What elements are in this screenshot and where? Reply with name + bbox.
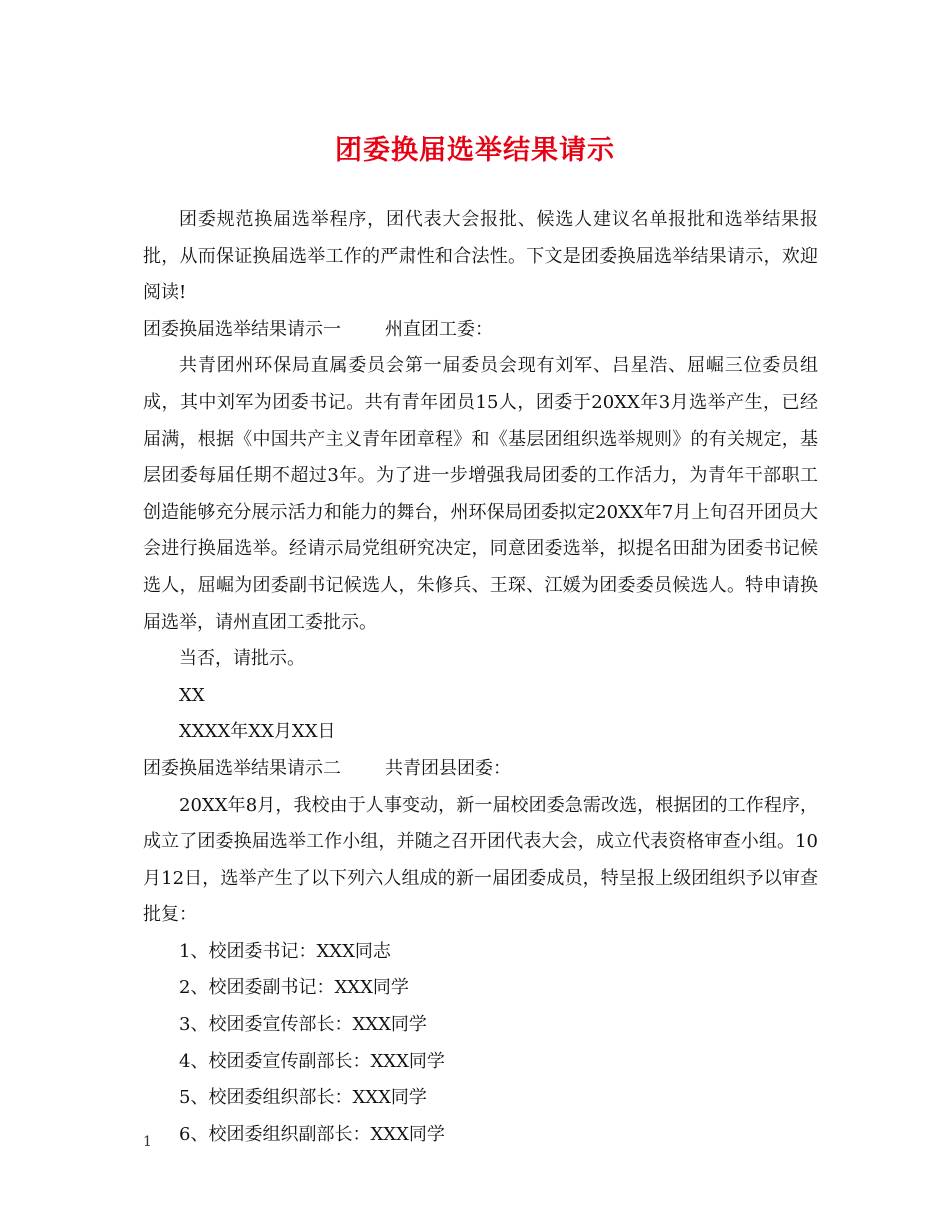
document-body <box>143 202 818 1153</box>
list-item: 4、校团委宣传副部长：XXX同学 <box>179 1050 445 1072</box>
list-item: 1、校团委书记：XXX同志 <box>179 940 391 962</box>
list-item: 3、校团委宣传部长：XXX同学 <box>179 1014 427 1036</box>
section1-signature: XX <box>179 684 205 706</box>
section2-body: 20XX年8月，我校由于人事变动，新一届校团委急需改选，根据团的工作程序，成立了团委换届选举工作小组，并随之召开团代表大会，成立代表资格审查小组。10月12日，选举产生了以下列六人组成的新一届团委成员，特呈报上级团组织予以审查批复： <box>143 794 818 926</box>
page-number: 1 <box>143 1134 152 1150</box>
section1-date: XXXX年XX月XX日 <box>179 721 336 743</box>
document-title: 团委换届选举结果请示 <box>335 135 615 166</box>
section1-addressee: 州直团工委： <box>385 318 493 340</box>
section1-heading: 团委换届选举结果请示一 <box>143 318 341 340</box>
list-item: 2、校团委副书记：XXX同学 <box>179 977 409 999</box>
section1-closing: 当否，请批示。 <box>179 648 305 670</box>
intro-paragraph: 团委规范换届选举程序，团代表大会报批、候选人建议名单报批和选举结果报批，从而保证换届选举工作的严肃性和合法性。下文是团委换届选举结果请示，欢迎阅读! <box>143 209 818 304</box>
section1-body: 共青团州环保局直属委员会第一届委员会现有刘军、吕星浩、屈崛三位委员组成，其中刘军为团委书记。共有青年团员15人，团委于20XX年3月选举产生，已经届满，根据《中国共产主义青年团章程》和《基层团组织选举规则》的有关规定，基层团委每届任期不超过3年。为了进一步增强我局团委的工作活力，为青年干部职工创造能够充分展示活力和能力的舞台，州环保局团委拟定20XX年7月上旬召开团员大会进行换届选举。经请示局党组研究决定，同意团委选举，拟提名田甜为团委书记候选人，屈崛为团委副书记候选人，朱修兵、王琛、江媛为团委委员候选人。特申请换届选举，请州直团工委批示。 <box>143 355 818 633</box>
section1-heading-line <box>143 312 818 349</box>
section2-heading-line <box>143 751 818 788</box>
list-item: 5、校团委组织部长：XXX同学 <box>179 1087 427 1109</box>
section2-addressee: 共青团县团委： <box>385 757 511 779</box>
section2-heading: 团委换届选举结果请示二 <box>143 757 341 779</box>
list-item: 6、校团委组织副部长：XXX同学 <box>179 1123 445 1145</box>
